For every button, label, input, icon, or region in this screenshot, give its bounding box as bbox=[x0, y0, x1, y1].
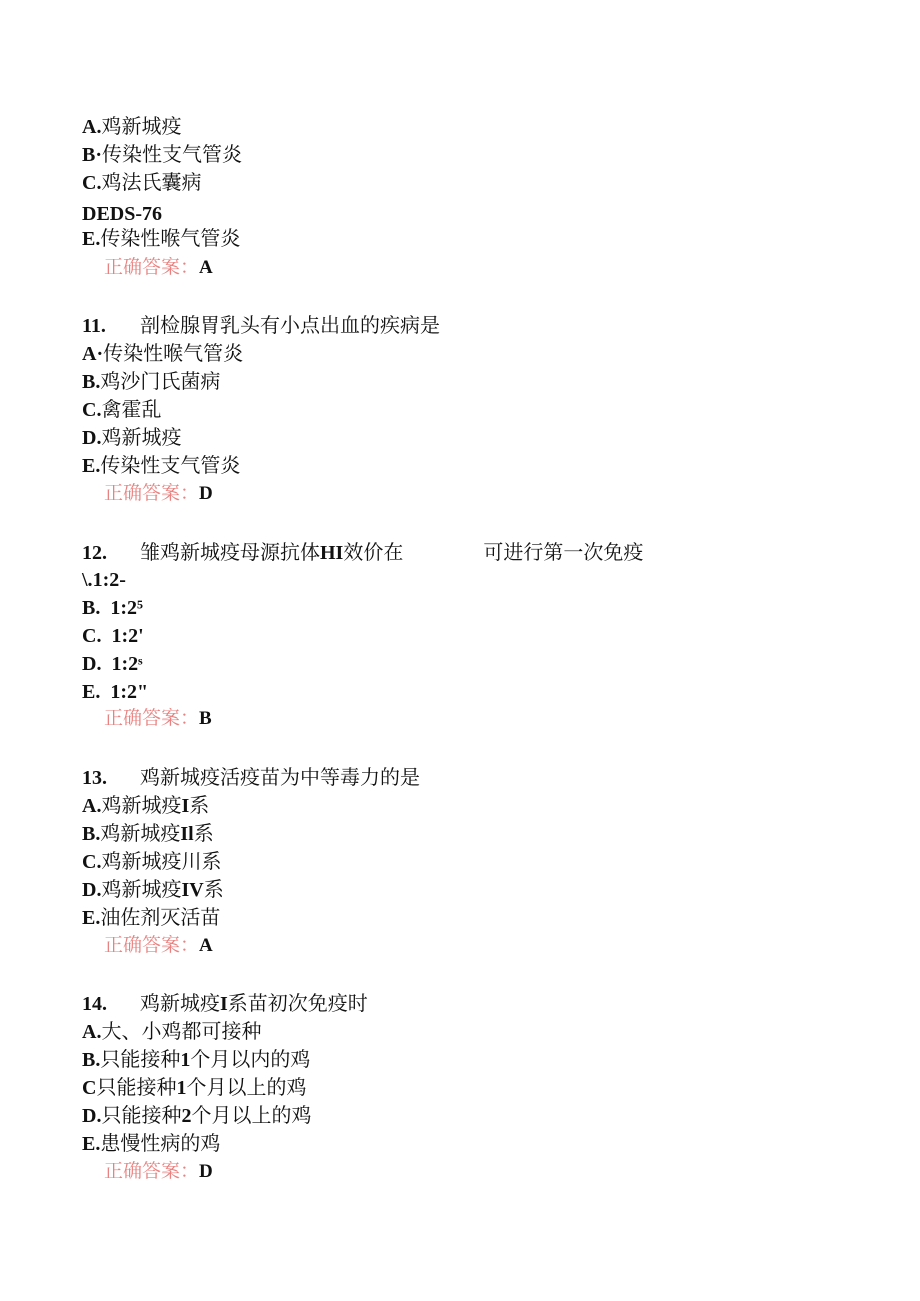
option-line bbox=[82, 341, 243, 366]
option-letter: D. bbox=[82, 653, 102, 675]
answer-line bbox=[104, 706, 212, 731]
option-text: 鸡新城疫 bbox=[101, 793, 182, 817]
option-text: 传染性支气管炎 bbox=[100, 453, 241, 477]
option-line bbox=[82, 624, 144, 648]
option-number: 1 bbox=[176, 1077, 187, 1099]
option-text: 个月以上的鸡 bbox=[191, 1103, 312, 1127]
option-text: 大、小鸡都可接种 bbox=[101, 1019, 262, 1043]
answer-value: D bbox=[199, 483, 213, 504]
answer-label: 正确答案： bbox=[104, 934, 200, 956]
question-text: 鸡新城疫 bbox=[140, 991, 220, 1015]
option-number: 2 bbox=[181, 1105, 192, 1127]
option-letter: B. bbox=[82, 1049, 101, 1071]
option-line bbox=[82, 1047, 310, 1072]
option-text: 只能接种 bbox=[100, 1047, 181, 1071]
option-text: 禽霍乱 bbox=[101, 397, 162, 421]
answer-value: D bbox=[199, 1161, 213, 1182]
option-text: 鸡新城疫 bbox=[100, 821, 181, 845]
option-text: 1:2' bbox=[111, 625, 144, 647]
option-text: 鸡新城疫 bbox=[101, 425, 182, 449]
option-letter: B. bbox=[82, 823, 101, 845]
strain-label: Il bbox=[180, 823, 194, 845]
question-number: 11. bbox=[82, 315, 106, 337]
option-letter: E. bbox=[82, 681, 101, 703]
option-letter: E. bbox=[82, 228, 101, 250]
answer-line bbox=[104, 1159, 213, 1184]
option-letter: A· bbox=[82, 343, 104, 365]
option-letter: C bbox=[82, 1077, 97, 1099]
answer-label: 正确答案： bbox=[104, 482, 200, 504]
option-line bbox=[82, 1075, 306, 1100]
option-letter: C. bbox=[82, 172, 102, 194]
question-text: 效价在 bbox=[343, 540, 404, 564]
question-text-bold: I bbox=[220, 993, 228, 1015]
option-text: 个月以上的鸡 bbox=[186, 1075, 307, 1099]
option-letter: D. bbox=[82, 427, 102, 449]
option-letter: C. bbox=[82, 625, 102, 647]
option-line bbox=[82, 226, 240, 251]
option-line bbox=[82, 1019, 261, 1044]
question-stem bbox=[82, 765, 420, 790]
answer-value: A bbox=[199, 257, 213, 278]
option-line bbox=[82, 568, 126, 592]
option-letter: B. bbox=[82, 371, 101, 393]
option-letter: A. bbox=[82, 1021, 102, 1043]
option-text: 传染性喉气管炎 bbox=[100, 226, 241, 250]
option-letter: A. bbox=[82, 116, 102, 138]
option-letter: D. bbox=[82, 879, 102, 901]
strain-label: I bbox=[181, 795, 190, 817]
option-line bbox=[82, 793, 209, 818]
option-line bbox=[82, 453, 240, 478]
option-line bbox=[82, 142, 242, 167]
strain-label: IV bbox=[181, 879, 204, 901]
option-text: 鸡沙门氏菌病 bbox=[100, 369, 221, 393]
option-text: 系 bbox=[189, 793, 210, 817]
question-number: 14. bbox=[82, 993, 107, 1015]
question-stem bbox=[82, 991, 368, 1016]
option-line bbox=[82, 1103, 311, 1128]
question-text-bold: HI bbox=[320, 542, 344, 564]
option-line bbox=[82, 1131, 220, 1156]
option-line bbox=[82, 170, 201, 195]
answer-label: 正确答案： bbox=[104, 1160, 200, 1182]
option-text: 1:2⁵ bbox=[110, 597, 143, 619]
option-text: 患慢性病的鸡 bbox=[100, 1131, 221, 1155]
option-number: 1 bbox=[180, 1049, 191, 1071]
option-line bbox=[82, 114, 181, 139]
option-text: 鸡法氏囊病 bbox=[101, 170, 202, 194]
question-text: 剖检腺胃乳头有小点出血的疾病是 bbox=[140, 313, 440, 337]
option-letter: C. bbox=[82, 399, 102, 421]
option-letter: E. bbox=[82, 1133, 101, 1155]
option-line bbox=[82, 369, 220, 394]
option-letter: A. bbox=[82, 795, 102, 817]
option-line bbox=[82, 680, 148, 704]
option-letter: C. bbox=[82, 851, 102, 873]
answer-value: A bbox=[199, 935, 213, 956]
option-line bbox=[82, 849, 221, 874]
question-text: 雏鸡新城疫母源抗体 bbox=[140, 540, 320, 564]
option-letter: DEDS-76 bbox=[82, 203, 163, 225]
answer-label: 正确答案： bbox=[104, 707, 200, 729]
option-text: 鸡新城疫 bbox=[101, 114, 182, 138]
option-text: 系 bbox=[203, 877, 224, 901]
option-letter: E. bbox=[82, 455, 101, 477]
question-text: 鸡新城疫活疫苗为中等毒力的是 bbox=[140, 765, 420, 789]
option-line bbox=[82, 397, 161, 422]
option-text: 鸡新城疫 bbox=[101, 877, 182, 901]
question-stem bbox=[82, 313, 440, 338]
option-text: 个月以内的鸡 bbox=[190, 1047, 311, 1071]
option-text: 1:2ˢ bbox=[111, 653, 143, 675]
answer-line bbox=[104, 933, 213, 958]
option-letter: B· bbox=[82, 144, 103, 166]
question-text: 系苗初次免疫时 bbox=[227, 991, 368, 1015]
option-text: 油佐剂灭活苗 bbox=[100, 905, 221, 929]
option-line bbox=[82, 877, 224, 902]
option-text: 只能接种 bbox=[101, 1103, 182, 1127]
option-line bbox=[82, 425, 181, 450]
option-line bbox=[82, 201, 162, 226]
option-line bbox=[82, 596, 143, 620]
option-text: 传染性喉气管炎 bbox=[103, 341, 244, 365]
answer-line bbox=[104, 255, 213, 280]
answer-label: 正确答案： bbox=[104, 256, 200, 278]
option-text: 系 bbox=[193, 821, 214, 845]
answer-value: B bbox=[199, 708, 212, 729]
option-line bbox=[82, 821, 214, 846]
option-letter: D. bbox=[82, 1105, 102, 1127]
option-line bbox=[82, 905, 220, 930]
option-line bbox=[82, 652, 142, 676]
option-letter: B. bbox=[82, 597, 101, 619]
option-letter: \. bbox=[82, 569, 93, 591]
question-number: 12. bbox=[82, 542, 107, 564]
question-text: 可进行第一次免疫 bbox=[483, 540, 644, 564]
question-number: 13. bbox=[82, 767, 107, 789]
option-letter: E. bbox=[82, 907, 101, 929]
answer-line bbox=[104, 481, 213, 506]
option-text: 传染性支气管炎 bbox=[102, 142, 243, 166]
option-text: 鸡新城疫川系 bbox=[101, 849, 222, 873]
question-stem bbox=[82, 540, 643, 565]
option-text: 1:2- bbox=[92, 569, 126, 591]
option-text: 1:2" bbox=[110, 681, 149, 703]
option-text: 只能接种 bbox=[96, 1075, 177, 1099]
